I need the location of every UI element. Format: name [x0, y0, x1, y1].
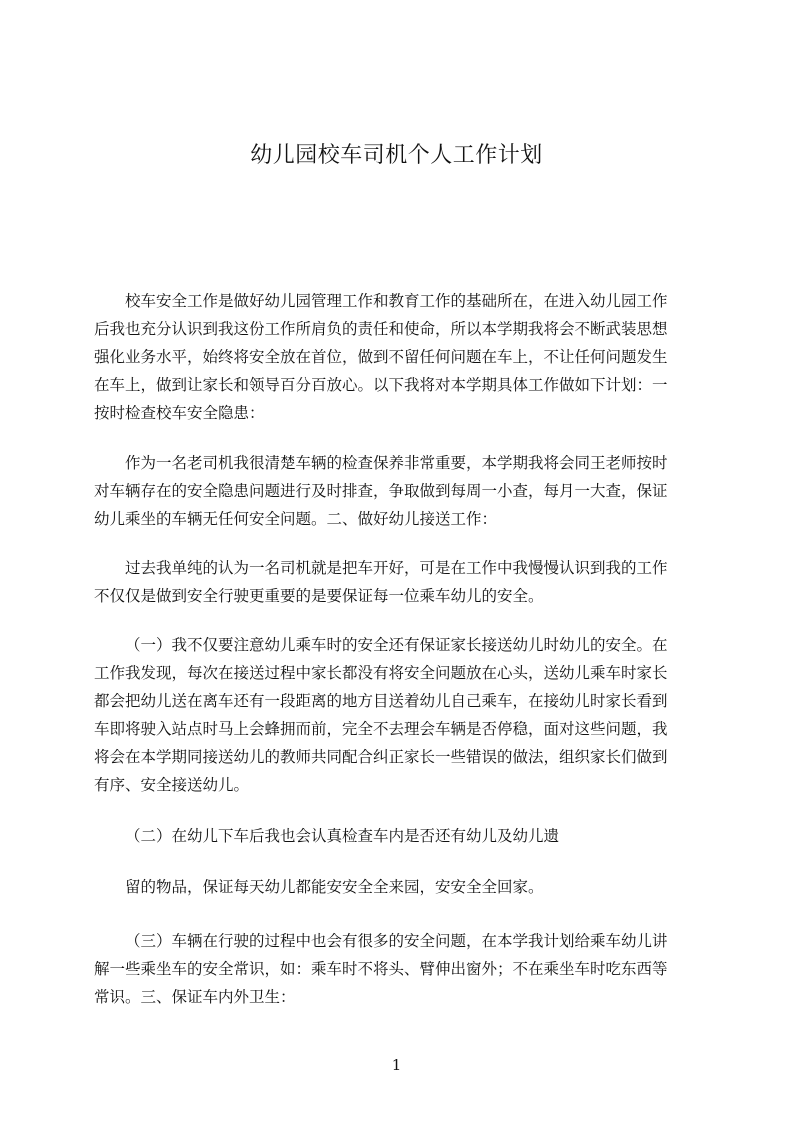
paragraph-pickup-safety [94, 631, 700, 799]
paragraph-line: 按时检查校车安全隐患： [94, 404, 265, 422]
paragraph-line: 工作我发现，每次在接送过程中家长都没有将安全问题放在心头，送幼儿乘车时家长 [94, 664, 668, 682]
paragraph-check-vehicle [94, 822, 700, 850]
paragraph-line: 留的物品，保证每天幼儿都能安安全全来园，安安全全回家。 [125, 878, 544, 896]
page-title: 幼儿园校车司机个人工作计划 [250, 143, 543, 168]
paragraph-line: 过去我单纯的认为一名司机就是把车开好，可是在工作中我慢慢认识到我的工作 [125, 559, 668, 577]
paragraph-line: 作为一名老司机我很清楚车辆的检查保养非常重要，本学期我将会同王老师按时 [125, 454, 668, 472]
paragraph-intro [94, 287, 700, 427]
paragraph-driver-reflection [94, 554, 700, 610]
paragraph-line: 解一些乘坐车的安全常识，如：乘车时不将头、臂伸出窗外；不在乘坐车时吃东西等 [94, 960, 668, 978]
paragraph-vehicle-inspection [94, 449, 700, 533]
paragraph-safety-knowledge [94, 927, 700, 1011]
page-number: 1 [391, 1056, 402, 1074]
paragraph-line: 后我也充分认识到我这份工作所肩负的责任和使命，所以本学期我将会不断武装思想 [94, 320, 668, 338]
paragraph-line: 幼儿乘坐的车辆无任何安全问题。二、做好幼儿接送工作： [94, 510, 498, 528]
paragraph-line: 对车辆存在的安全隐患问题进行及时排查，争取做到每周一小查，每月一大查，保证 [94, 482, 668, 500]
paragraph-line: 常识。三、保证车内外卫生： [94, 988, 296, 1006]
paragraph-line: （一）我不仅要注意幼儿乘车时的安全还有保证家长接送幼儿时幼儿的安全。在 [125, 636, 668, 654]
paragraph-line: 在车上，做到让家长和领导百分百放心。以下我将对本学期具体工作做如下计划：一 [94, 376, 668, 394]
paragraph-line: （二）在幼儿下车后我也会认真检查车内是否还有幼儿及幼儿遗 [125, 827, 560, 845]
paragraph-line: 校车安全工作是做好幼儿园管理工作和教育工作的基础所在，在进入幼儿园工作 [125, 292, 668, 310]
paragraph-line: 强化业务水平，始终将安全放在首位，做到不留任何问题在车上，不让任何问题发生 [94, 348, 668, 366]
paragraph-line: 不仅仅是做到安全行驶更重要的是要保证每一位乘车幼儿的安全。 [94, 587, 544, 605]
paragraph-belongings [94, 873, 700, 901]
paragraph-line: 车即将驶入站点时马上会蜂拥而前，完全不去理会车辆是否停稳，面对这些问题，我 [94, 720, 668, 738]
paragraph-line: （三）车辆在行驶的过程中也会有很多的安全问题，在本学我计划给乘车幼儿讲 [125, 932, 668, 950]
paragraph-line: 将会在本学期同接送幼儿的教师共同配合纠正家长一些错误的做法，组织家长们做到 [94, 748, 668, 766]
paragraph-line: 都会把幼儿送在离车还有一段距离的地方目送着幼儿自己乘车，在接幼儿时家长看到 [94, 692, 668, 710]
paragraph-line: 有序、安全接送幼儿。 [94, 776, 250, 794]
